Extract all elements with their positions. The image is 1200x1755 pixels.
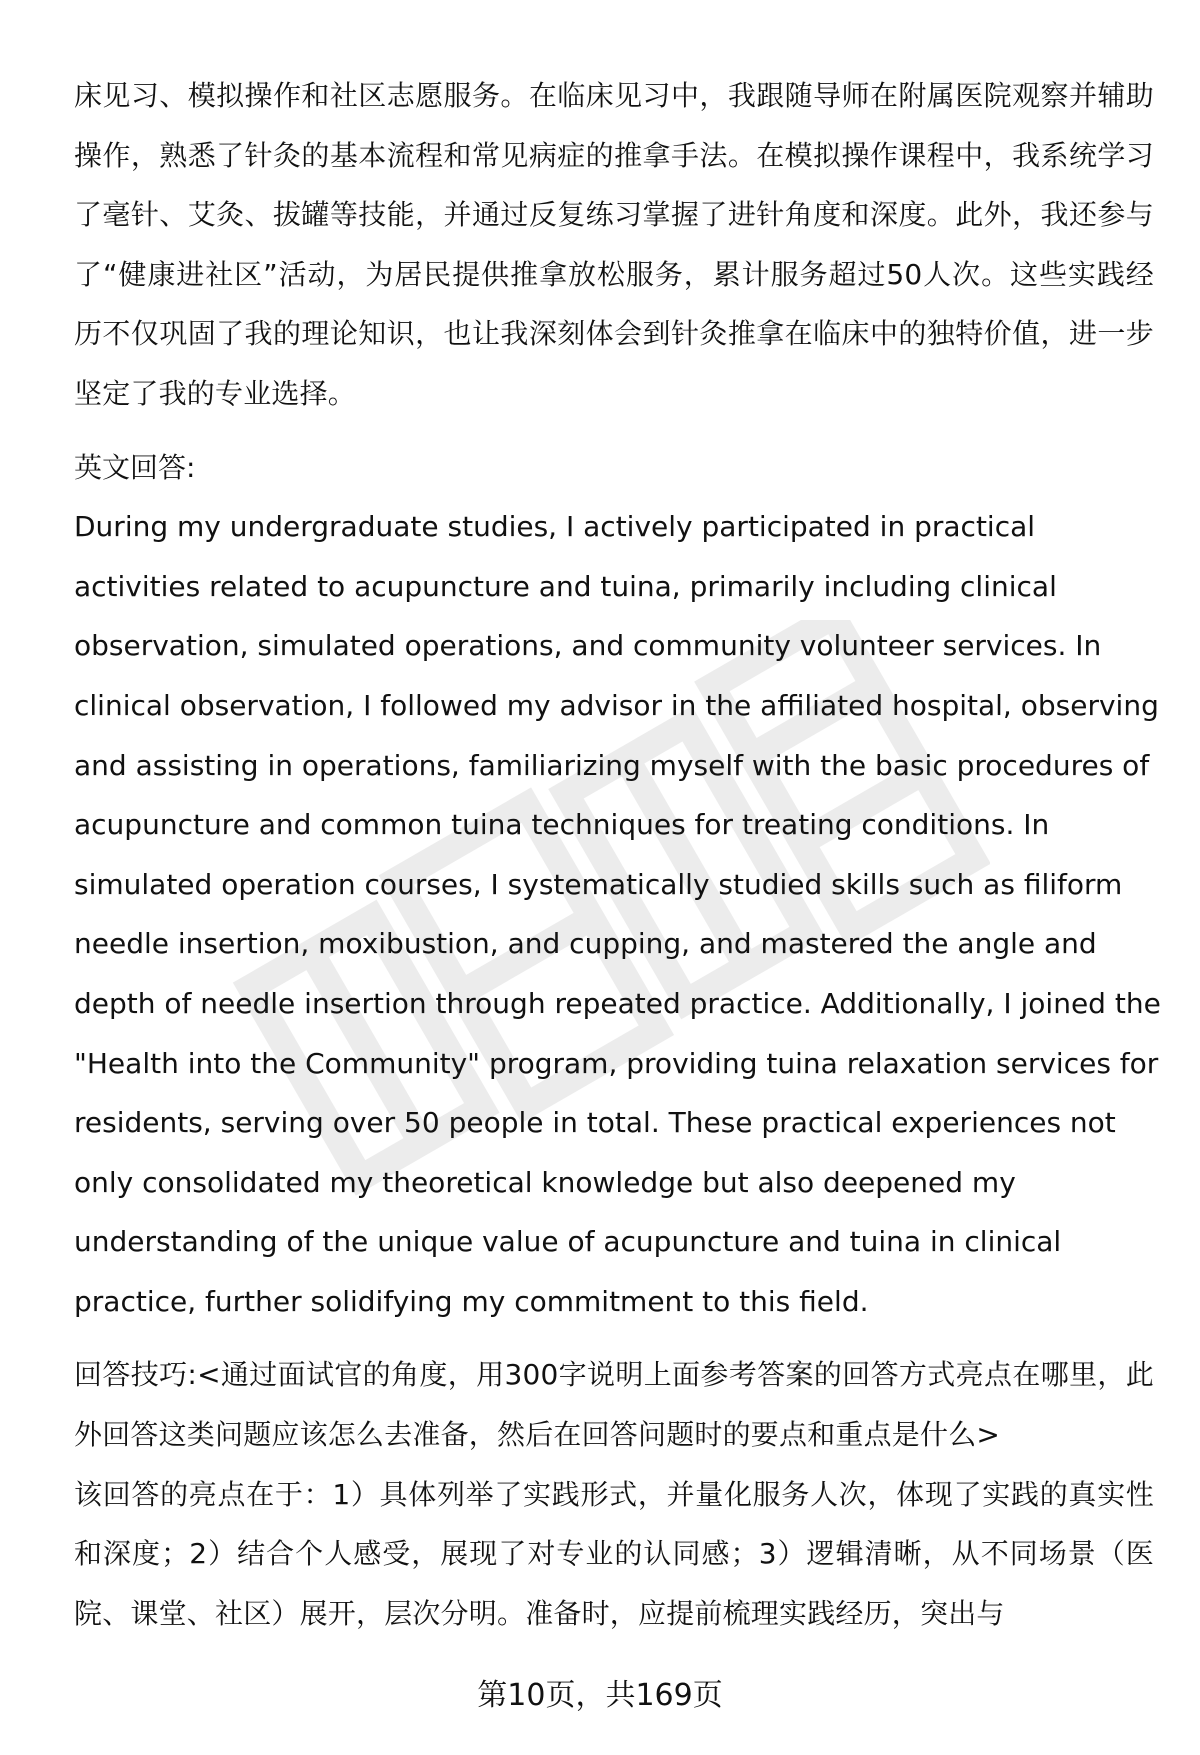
english-answer-heading: 英文回答: bbox=[74, 450, 196, 484]
chinese-answer-paragraph: 床见习、模拟操作和社区志愿服务。在临床见习中，我跟随导师在附属医院观察并辅助操作，熟悉了针灸的基本流程和常见病症的推拿手法。在模拟操作课程中，我系统学习了毫针、艾灸、拔罐等技能，并通过反复练习掌握了进针角度和深度。此外，我还参与了“健康进社区”活动，为居民提供推拿放松服务，累计服务超过50人次。这些实践经历不仅巩固了我的理论知识，也让我深刻体会到针灸推拿在临床中的独特价值，进一步坚定了我的专业选择。 bbox=[74, 79, 1154, 410]
document-body bbox=[74, 66, 1161, 1643]
answer-tips-heading: 回答技巧: bbox=[74, 1358, 198, 1392]
page-indicator: 第10页，共169页 bbox=[477, 1678, 723, 1713]
english-answer-paragraph: During my undergraduate studies, I actively participated in practical activities related to acupuncture and tuina, primarily including clinical observation, simulated operations, and community volunteer services. In clinical observation, I followed my advisor in the affiliated hospital, observing and assisting in operations, familiarizing myself with the basic procedures of acupuncture and common tuina techniques for treating conditions. In simulated operation courses, I systematically studied skills such as filiform needle insertion, moxibustion, and cupping, and mastered the angle and depth of needle insertion through repeated practice. Additionally, I joined the "Health into the Community" program, providing tuina relaxation services for residents, serving over 50 people in total. These practical experiences not only consolidated my theoretical knowledge but also deepened my understanding of the unique value of acupuncture and tuina in clinical practice, further solidifying my commitment to this field. bbox=[74, 510, 1161, 1318]
answer-tips-paragraph bbox=[74, 1345, 1154, 1643]
answer-tips-section bbox=[74, 1345, 1154, 1643]
answer-tips-prompt: <通过面试官的角度，用300字说明上面参考答案的回答方式亮点在哪里，此外回答这类问题应该怎么去准备，然后在回答问题时的要点和重点是什么> bbox=[74, 1358, 1154, 1452]
answer-tips-text: 该回答的亮点在于：1）具体列举了实践形式，并量化服务人次，体现了实践的真实性和深度；2）结合个人感受，展现了对专业的认同感；3）逻辑清晰，从不同场景（医院、课堂、社区）展开，层次分明。准备时，应提前梳理实践经历，突出与 bbox=[74, 1477, 1154, 1630]
